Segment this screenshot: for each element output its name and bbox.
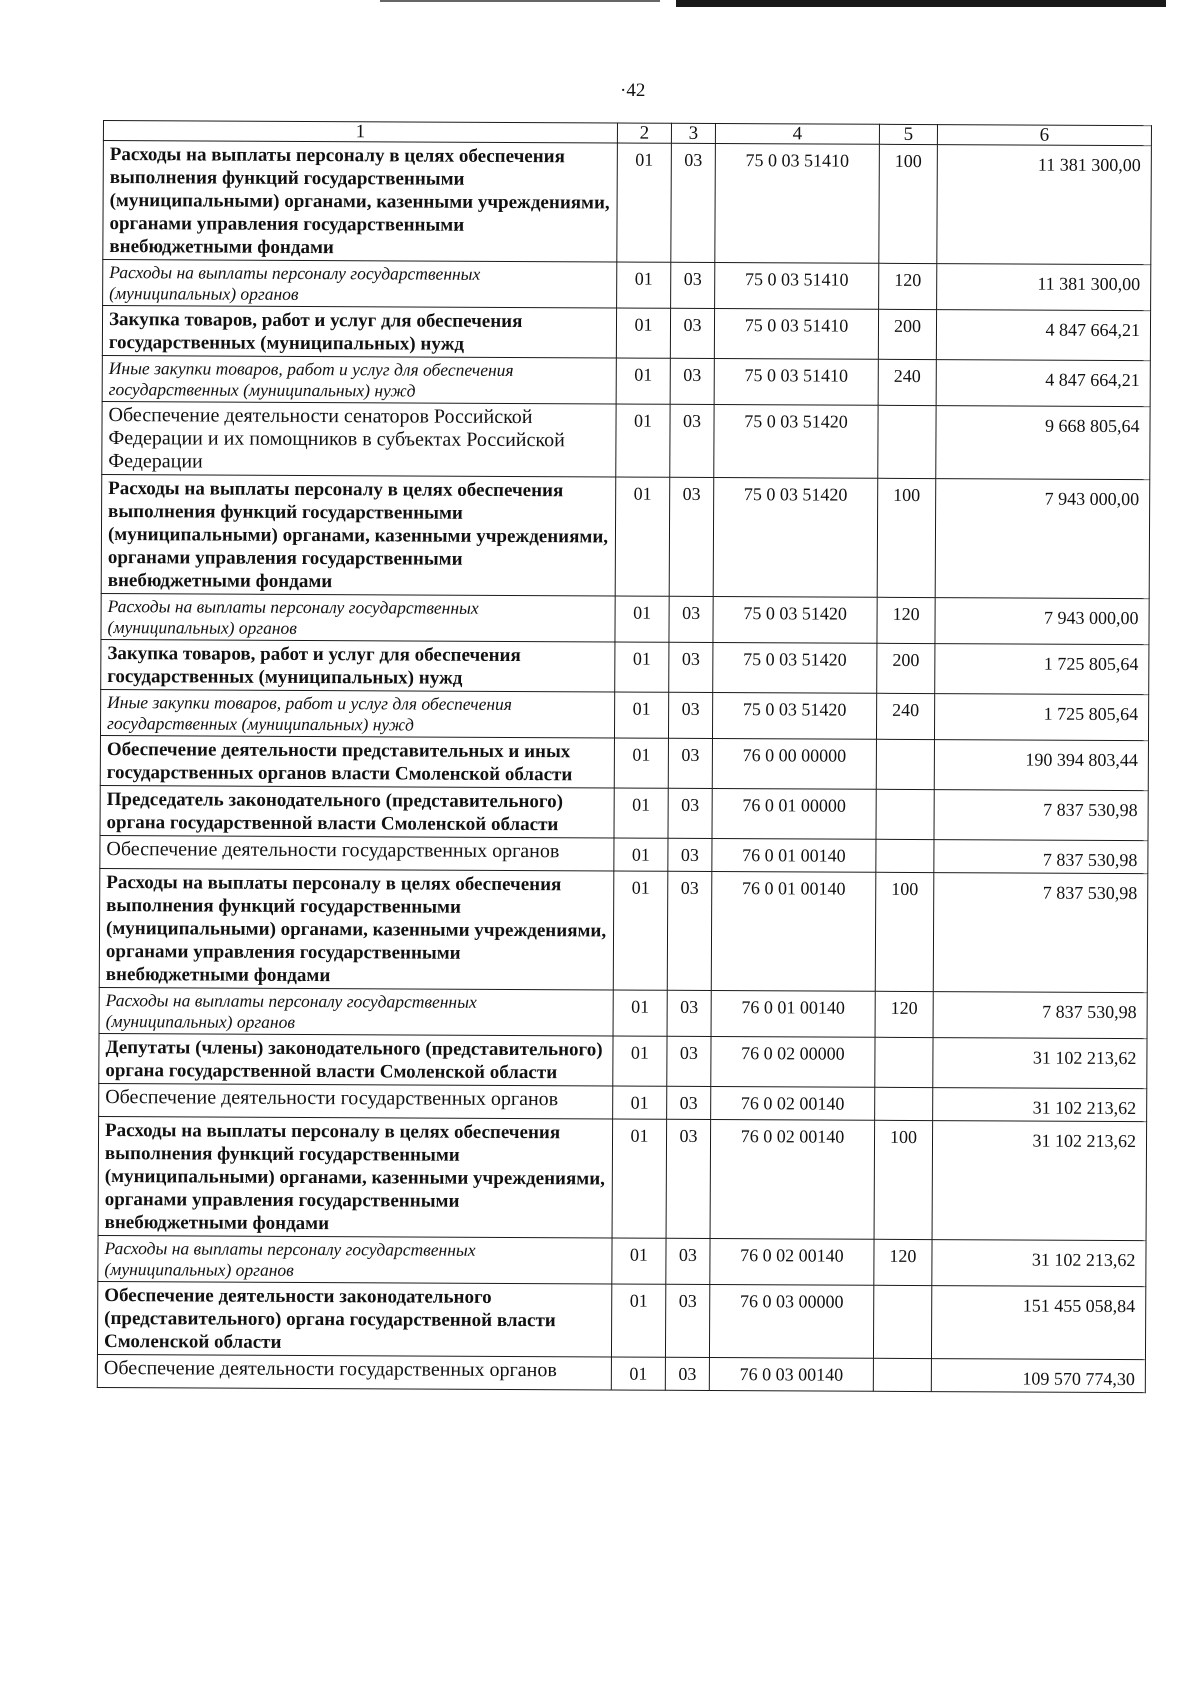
header-col-1: 1 [103, 121, 617, 144]
table-row [100, 835, 1148, 873]
cell-target-article: 76 0 01 00140 [711, 871, 876, 991]
cell-target-article: 76 0 01 00000 [712, 788, 876, 839]
cell-expense-type: 100 [879, 144, 938, 263]
table-row [102, 355, 1150, 406]
cell-expense-type [875, 1037, 933, 1087]
cell-section: 01 [613, 1086, 667, 1119]
cell-amount: 1 725 805,64 [935, 644, 1149, 695]
cell-section: 01 [615, 596, 669, 642]
cell-target-article: 75 0 03 51410 [714, 358, 878, 405]
cell-subsection: 03 [670, 404, 714, 477]
table-row [97, 1281, 1145, 1359]
cell-amount: 7 837 530,98 [934, 840, 1148, 874]
table-row [99, 1033, 1147, 1088]
cell-amount: 109 570 774,30 [931, 1359, 1145, 1393]
cell-subsection: 03 [671, 143, 716, 262]
header-col-5: 5 [879, 124, 937, 144]
cell-subsection: 03 [670, 308, 714, 358]
cell-target-article: 76 0 03 00140 [709, 1357, 873, 1391]
scan-edge-mark [380, 0, 660, 2]
cell-name: Иные закупки товаров, работ и услуг для обеспечения государственных (муниципальных) нужд [102, 355, 616, 404]
cell-subsection: 03 [668, 692, 712, 738]
cell-name: Обеспечение деятельности государственных органов [99, 1083, 613, 1119]
cell-section: 01 [613, 1036, 667, 1086]
table-row [103, 141, 1152, 265]
cell-expense-type [873, 1285, 931, 1358]
cell-subsection: 03 [665, 1284, 709, 1357]
cell-section: 01 [616, 308, 670, 358]
cell-subsection: 03 [668, 738, 712, 788]
cell-section: 01 [617, 143, 672, 262]
cell-expense-type: 120 [877, 597, 935, 643]
cell-expense-type: 240 [876, 693, 934, 739]
cell-amount: 4 847 664,21 [936, 310, 1150, 361]
cell-expense-type: 120 [875, 991, 933, 1037]
cell-expense-type [876, 739, 934, 789]
cell-subsection: 03 [665, 1357, 709, 1390]
cell-name: Иные закупки товаров, работ и услуг для обеспечения государственных (муниципальных) нужд [100, 689, 614, 738]
cell-name: Обеспечение деятельности законодательного (представительного) органа государственной власти Смоленской области [97, 1281, 611, 1357]
cell-target-article: 75 0 03 51420 [713, 642, 877, 693]
cell-target-article: 76 0 00 00000 [712, 738, 876, 789]
cell-expense-type [878, 405, 936, 478]
cell-expense-type [875, 1087, 933, 1120]
table-row [102, 401, 1150, 479]
cell-section: 01 [611, 1357, 665, 1390]
cell-target-article: 75 0 03 51410 [715, 143, 880, 263]
header-col-2: 2 [617, 123, 671, 143]
cell-name: Расходы на выплаты персоналу в целях обеспечения выполнения функций государственными (муниципальными) органами, казенными учреждениями, органами управления государственными внебюджетными фондами [101, 474, 616, 596]
cell-expense-type: 120 [874, 1239, 932, 1285]
cell-expense-type [876, 839, 934, 872]
cell-target-article: 75 0 03 51410 [715, 262, 879, 309]
cell-amount: 31 102 213,62 [932, 1240, 1146, 1287]
table-row [99, 868, 1148, 992]
cell-name: Расходы на выплаты персоналу в целях обеспечения выполнения функций государственными (муниципальными) органами, казенными учреждениями, органами управления государственными внебюджетными фондами [99, 868, 614, 990]
cell-amount: 190 394 803,44 [934, 740, 1148, 791]
cell-subsection: 03 [670, 358, 714, 404]
cell-section: 01 [614, 788, 668, 838]
table-row [103, 260, 1151, 311]
header-col-3: 3 [671, 123, 715, 143]
cell-section: 01 [616, 404, 670, 477]
cell-amount: 7 837 530,98 [933, 873, 1148, 993]
cell-subsection: 03 [669, 642, 713, 692]
table-row [98, 1116, 1147, 1240]
cell-expense-type: 240 [878, 359, 936, 405]
cell-name: Закупка товаров, работ и услуг для обеспечения государственных (муниципальных) нужд [101, 639, 615, 692]
table-row [101, 639, 1149, 694]
table-row [100, 785, 1148, 840]
cell-name: Обеспечение деятельности государственных органов [97, 1354, 611, 1390]
cell-target-article: 76 0 01 00140 [711, 990, 875, 1037]
cell-expense-type: 200 [877, 643, 935, 693]
table-row [97, 1354, 1145, 1392]
cell-amount: 7 837 530,98 [933, 992, 1147, 1039]
page-number: ·42 [620, 80, 646, 101]
table-row [98, 1235, 1146, 1286]
cell-target-article: 76 0 02 00140 [710, 1119, 875, 1239]
cell-amount: 11 381 300,00 [937, 264, 1151, 311]
cell-subsection: 03 [667, 1036, 711, 1086]
cell-name: Расходы на выплаты персоналу в целях обеспечения выполнения функций государственными (муниципальными) органами, казенными учреждениями, органами управления государственными внебюджетными фондами [103, 141, 618, 263]
budget-table [97, 120, 1152, 1393]
cell-amount: 1 725 805,64 [934, 694, 1148, 741]
cell-amount: 7 943 000,00 [935, 479, 1150, 599]
cell-subsection: 03 [668, 838, 712, 871]
cell-subsection: 03 [667, 1086, 711, 1119]
cell-subsection: 03 [666, 1119, 711, 1238]
table-body [97, 141, 1151, 1393]
cell-target-article: 76 0 02 00140 [711, 1086, 875, 1120]
cell-amount: 31 102 213,62 [932, 1121, 1147, 1241]
cell-subsection: 03 [668, 788, 712, 838]
cell-expense-type: 100 [875, 872, 934, 991]
cell-amount: 31 102 213,62 [933, 1038, 1147, 1089]
cell-subsection: 03 [667, 990, 711, 1036]
table-row [100, 689, 1148, 740]
cell-name: Закупка товаров, работ и услуг для обеспечения государственных (муниципальных) нужд [102, 306, 616, 359]
cell-amount: 9 668 805,64 [936, 406, 1150, 480]
cell-amount: 31 102 213,62 [933, 1088, 1147, 1122]
cell-target-article: 76 0 02 00140 [710, 1238, 874, 1285]
cell-section: 01 [615, 642, 669, 692]
table-row [99, 1083, 1147, 1121]
cell-target-article: 76 0 02 00000 [711, 1036, 875, 1087]
cell-target-article: 75 0 03 51420 [713, 596, 877, 643]
cell-expense-type: 100 [877, 478, 936, 597]
cell-amount: 4 847 664,21 [936, 360, 1150, 407]
cell-name: Обеспечение деятельности государственных органов [100, 835, 614, 871]
scan-edge-bar [676, 0, 1166, 7]
cell-section: 01 [617, 262, 671, 308]
cell-subsection: 03 [669, 596, 713, 642]
cell-amount: 7 943 000,00 [935, 598, 1149, 645]
header-col-4: 4 [715, 123, 879, 144]
cell-target-article: 75 0 03 51420 [712, 692, 876, 739]
cell-expense-type: 200 [878, 309, 936, 359]
cell-section: 01 [614, 692, 668, 738]
table-row [100, 735, 1148, 790]
cell-subsection: 03 [669, 477, 714, 596]
cell-name: Расходы на выплаты персоналу государственных (муниципальных) органов [99, 987, 613, 1036]
cell-target-article: 76 0 01 00140 [712, 838, 876, 872]
cell-name: Расходы на выплаты персоналу государственных (муниципальных) органов [101, 593, 615, 642]
cell-name: Расходы на выплаты персоналу государственных (муниципальных) органов [103, 260, 617, 309]
budget-table-container [97, 120, 1151, 1393]
cell-name: Расходы на выплаты персоналу государственных (муниципальных) органов [98, 1235, 612, 1284]
cell-expense-type: 120 [879, 263, 937, 309]
table-row [99, 987, 1147, 1038]
cell-section: 01 [615, 477, 670, 596]
cell-target-article: 75 0 03 51420 [713, 477, 878, 597]
cell-amount: 151 455 058,84 [931, 1286, 1145, 1360]
cell-subsection: 03 [671, 262, 715, 308]
cell-target-article: 75 0 03 51420 [714, 404, 878, 478]
cell-name: Расходы на выплаты персоналу в целях обеспечения выполнения функций государственными (муниципальными) органами, казенными учреждениями, органами управления государственными внебюджетными фондами [98, 1116, 613, 1238]
cell-amount: 7 837 530,98 [934, 790, 1148, 841]
table-row [102, 306, 1150, 361]
cell-amount: 11 381 300,00 [937, 145, 1152, 265]
cell-expense-type [873, 1358, 931, 1391]
table-row [101, 474, 1150, 598]
cell-section: 01 [616, 358, 670, 404]
table-row [101, 593, 1149, 644]
cell-expense-type [876, 789, 934, 839]
cell-name: Обеспечение деятельности сенаторов Российской Федерации и их помощников в субъектах Российской Федерации [102, 401, 616, 477]
cell-target-article: 75 0 03 51410 [714, 308, 878, 359]
cell-section: 01 [614, 838, 668, 871]
cell-name: Депутаты (члены) законодательного (представительного) органа государственной власти Смоленской области [99, 1033, 613, 1086]
cell-section: 01 [614, 738, 668, 788]
cell-section: 01 [612, 1238, 666, 1284]
cell-name: Обеспечение деятельности представительных и иных государственных органов власти Смоленской области [100, 735, 614, 788]
cell-subsection: 03 [666, 1238, 710, 1284]
cell-name: Председатель законодательного (представительного) органа государственной власти Смоленской области [100, 785, 614, 838]
cell-section: 01 [613, 990, 667, 1036]
cell-target-article: 76 0 03 00000 [709, 1284, 873, 1358]
cell-subsection: 03 [667, 871, 712, 990]
cell-section: 01 [612, 1119, 667, 1238]
cell-expense-type: 100 [874, 1120, 933, 1239]
cell-section: 01 [611, 1284, 665, 1357]
header-col-6: 6 [937, 125, 1151, 146]
cell-section: 01 [613, 871, 668, 990]
